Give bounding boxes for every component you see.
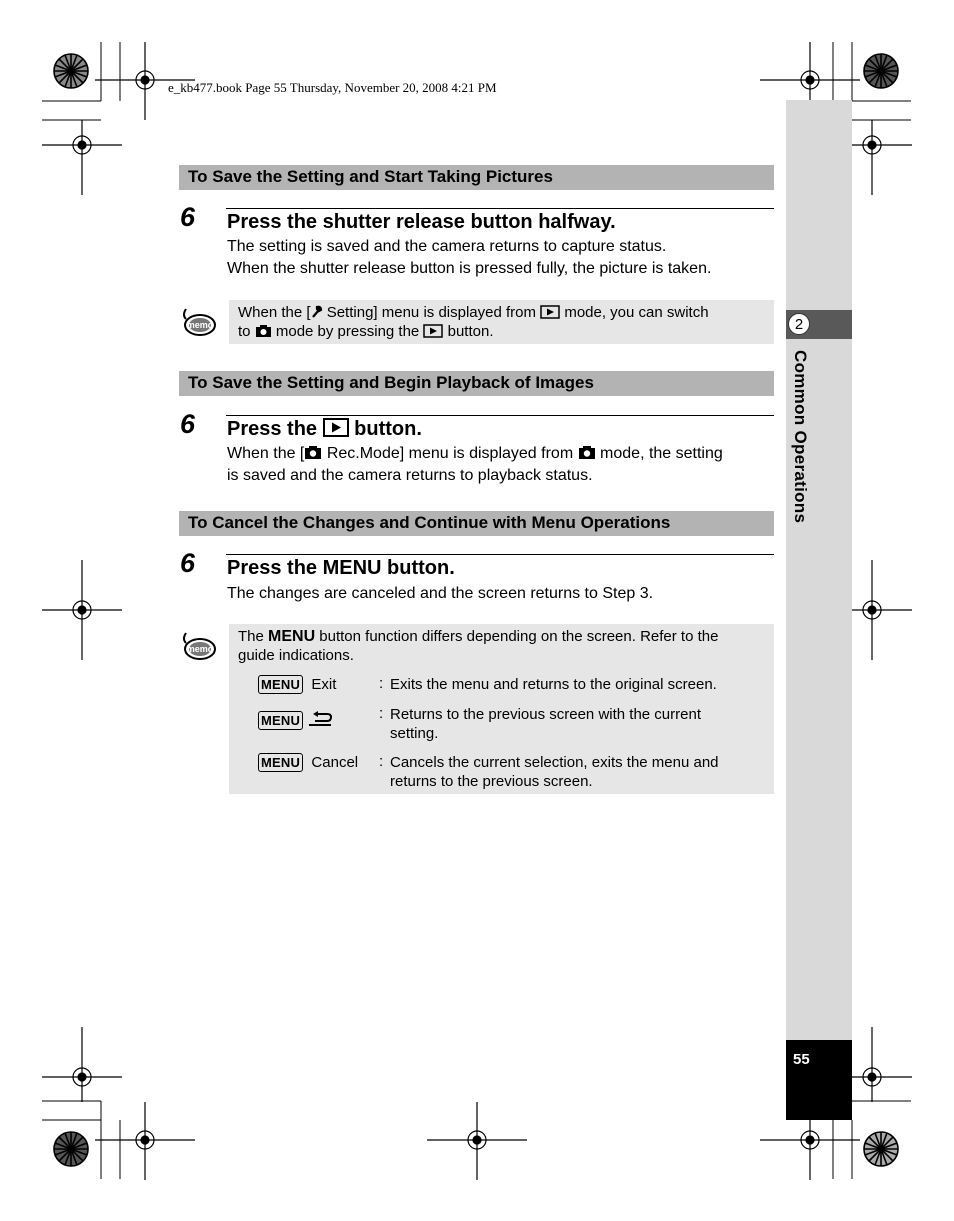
menu-button-icon: MENU [258,753,303,772]
memo-box [229,300,774,344]
menu-cancel-description: Cancels the current selection, exits the menu and returns to the previous screen. [390,754,719,790]
separator: : [379,753,384,770]
step-divider [226,208,774,209]
menu-exit-description: Exits the menu and returns to the original screen. [390,676,717,693]
step-title: Press the shutter release button halfway. [227,211,616,233]
chapter-sidebar [786,100,852,1120]
playback-icon [423,324,443,338]
menu-back-description: Returns to the previous screen with the current setting. [390,706,701,742]
menu-key-label: MENU [268,628,316,645]
chapter-title: Common Operations [791,350,810,524]
section-title: To Save the Setting and Begin Playback of Images [188,373,594,392]
memo-icon-label: memo [186,644,214,654]
separator: : [379,705,384,722]
step-number: 6 [180,409,196,439]
camera-icon [578,445,596,460]
step-body-line: The changes are canceled and the screen returns to Step 3. [227,585,654,602]
chapter-number: 2 [788,313,810,335]
playback-icon [323,418,349,437]
step-body-line: When the shutter release button is pressed fully, the picture is taken. [227,260,712,277]
step-number: 6 [180,548,196,578]
section-title: To Save the Setting and Start Taking Pictures [188,167,553,186]
menu-cancel-key: MENU Cancel [258,753,358,772]
memo-icon-label: memo [186,320,214,330]
section-heading-cancel-changes [179,511,774,536]
step-body-line: The setting is saved and the camera returns to capture status. [227,238,667,255]
menu-button-icon: MENU [258,711,303,730]
memo-icon [180,629,216,661]
camera-icon [304,445,322,460]
wrench-icon [311,305,323,319]
return-arrow-icon [307,711,335,727]
section-heading-save-start [179,165,774,190]
section-title: To Cancel the Changes and Continue with Menu Operations [188,513,671,532]
page-number: 55 [793,1051,810,1068]
print-header: e_kb477.book Page 55 Thursday, November 20, 2008 4:21 PM [168,80,497,95]
step-number: 6 [180,202,196,232]
memo-text: When the [ Setting] menu is displayed from mode, you can switch to mode by pressing the button. [238,304,709,340]
step-divider [226,415,774,416]
menu-exit-key: MENU Exit [258,675,336,694]
step-body-line: is saved and the camera returns to playback status. [227,467,593,484]
step-title: Press the MENU button. [227,557,455,579]
camera-icon [255,324,272,338]
menu-button-icon: MENU [258,675,303,694]
menu-key-label: MENU [322,557,382,579]
menu-back-key [258,711,335,730]
step-body-line: When the [ Rec.Mode] menu is displayed from mode, the setting [227,445,723,462]
step-title: Press the button. [227,418,422,440]
playback-icon [540,305,560,319]
separator: : [379,675,384,692]
section-heading-save-playback [179,371,774,396]
step-divider [226,554,774,555]
memo-icon [180,305,216,337]
memo-text: The MENU button function differs depending on the screen. Refer to the guide indications. [238,628,719,664]
